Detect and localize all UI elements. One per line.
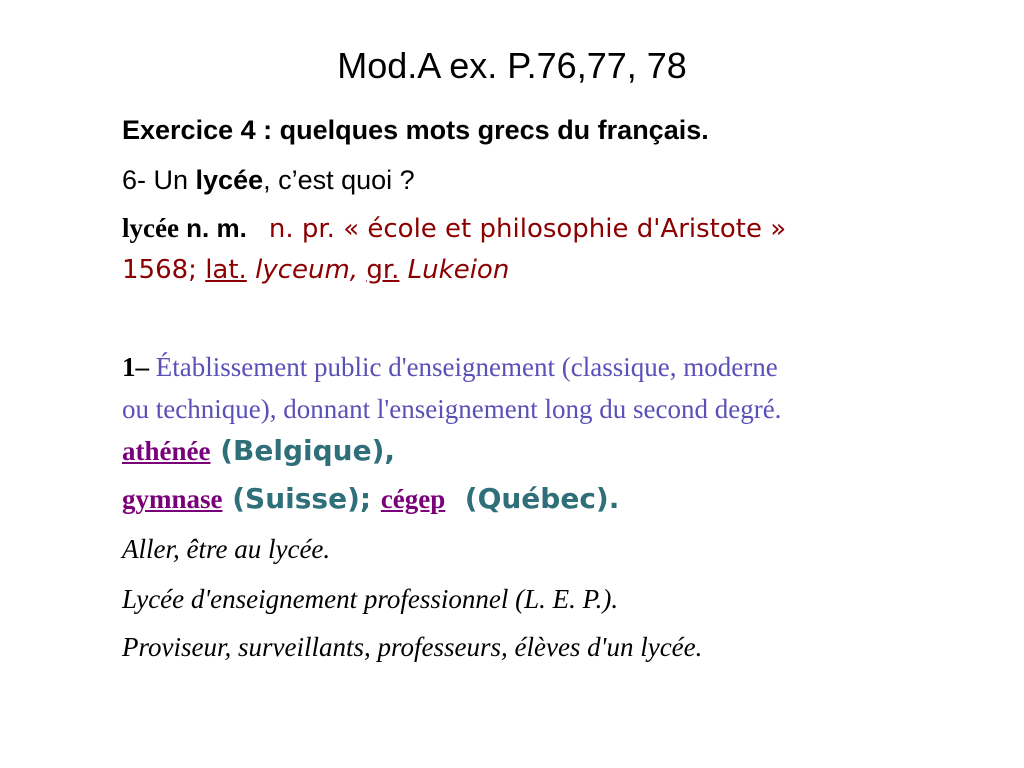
synonym-gymnase-link[interactable]: gymnase [122, 484, 223, 514]
exercise-heading: Exercice 4 : quelques mots grecs du français. [122, 115, 709, 145]
headword: lycée [122, 213, 179, 243]
definition-line-1 [122, 208, 786, 253]
grammar-label: n. m. [178, 213, 247, 243]
example-3: Proviseur, surveillants, professeurs, élèves d'un lycée. [122, 632, 703, 662]
etymology-year: 1568; [122, 255, 206, 285]
synonym-cegep-link[interactable]: cégep [380, 484, 446, 514]
region-suisse: (Suisse); [222, 482, 381, 515]
synonym-athenee-link[interactable]: athénée [122, 436, 211, 466]
example-2: Lycée d'enseignement professionnel (L. E. P.). [122, 584, 619, 614]
region-belgique: (Belgique), [210, 434, 395, 467]
sense-number: 1– [122, 352, 149, 382]
region-quebec: (Québec). [445, 482, 620, 515]
etymology-start: n. pr. « école et philosophie d'Aristote » [268, 214, 787, 244]
slide-title: Mod.A ex. P.76,77, 78 [337, 45, 687, 86]
question-suffix: , c’est quoi ? [263, 165, 415, 195]
gr-link[interactable]: gr. [366, 255, 400, 285]
question-prefix: 6- Un [122, 165, 196, 195]
question-line [122, 162, 415, 198]
sense-line-1 [122, 350, 778, 384]
sense-line-2: ou technique), donnant l'enseignement long du second degré. [122, 394, 782, 424]
greek-word: Lukeion [399, 255, 510, 285]
latin-word: lyceum, [246, 255, 367, 285]
synonym-line-2 [122, 480, 619, 523]
lat-link[interactable]: lat. [205, 255, 247, 285]
question-word: lycée [195, 165, 264, 195]
synonym-line-1 [122, 432, 395, 475]
definition-line-2 [122, 250, 509, 290]
sense-text-1: Établissement public d'enseignement (classique, moderne [155, 352, 778, 382]
example-1: Aller, être au lycée. [122, 534, 331, 564]
